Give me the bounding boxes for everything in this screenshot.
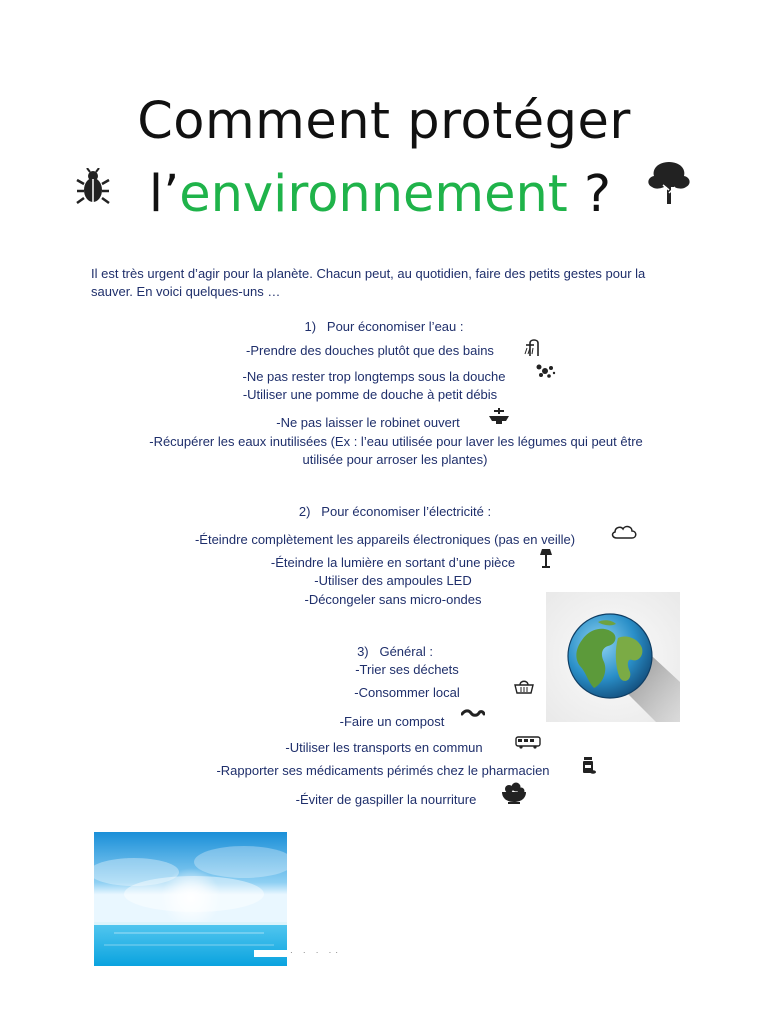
intro-paragraph: Il est très urgent d’agir pour la planète. Chacun peut, au quotidien, faire des petits gestes pour la sauver. En voici quelques-uns … — [91, 266, 646, 299]
medicine-bottle-icon — [582, 757, 596, 780]
section-3-item-6: -Éviter de gaspiller la nourriture — [295, 792, 477, 807]
title-suffix: ? — [567, 165, 612, 224]
section-1-item-4: -Ne pas laisser le robinet ouvert — [276, 415, 460, 430]
image-caption-dots: · · · ·· — [290, 948, 342, 957]
section-3-item-1: -Trier ses déchets — [355, 662, 459, 677]
basket-icon — [514, 680, 534, 699]
section-2-item-3: -Utiliser des ampoules LED — [314, 573, 472, 588]
page-title-line-2 — [0, 165, 768, 227]
sky-sea-image — [94, 832, 287, 966]
tree-icon — [646, 160, 692, 219]
title-accent-word: environnement — [179, 165, 568, 224]
section-3-item-2: -Consommer local — [354, 685, 460, 700]
floor-lamp-icon — [539, 548, 553, 573]
shower-icon — [524, 337, 544, 362]
worm-icon — [461, 706, 485, 724]
section-2-heading: 2) Pour économiser l’électricité : — [298, 504, 492, 519]
section-1-item-6: utilisée pour arroser les plantes) — [302, 452, 488, 467]
section-1-item-2: -Ne pas rester trop longtemps sous la douche — [242, 369, 506, 384]
cloud-icon — [610, 524, 638, 545]
section-2-item-2: -Éteindre la lumière en sortant d’une pièce — [270, 555, 516, 570]
section-3-item-3: -Faire un compost — [339, 714, 445, 729]
section-3-item-5: -Rapporter ses médicaments périmés chez le pharmacien — [216, 763, 550, 778]
section-2-item-4: -Décongeler sans micro-ondes — [304, 592, 482, 607]
section-3-item-4: -Utiliser les transports en commun — [285, 740, 483, 755]
sink-icon — [488, 407, 510, 430]
section-1-item-5: -Récupérer les eaux inutilisées (Ex : l’eau utilisée pour laver les légumes qui peut être — [149, 434, 643, 449]
image-caption-bar — [254, 950, 288, 957]
bus-icon — [515, 735, 541, 754]
title-prefix: l’ — [148, 165, 180, 224]
water-drops-icon — [534, 363, 556, 384]
bug-icon — [76, 160, 110, 219]
page-title-line-1: Comment protéger — [137, 92, 631, 151]
section-2-item-1: -Éteindre complètement les appareils électroniques (pas en veille) — [194, 532, 576, 547]
fruit-bowl-icon — [500, 781, 528, 810]
section-1-item-3: -Utiliser une pomme de douche à petit débis — [242, 387, 498, 402]
section-3-heading: 3) Général : — [357, 644, 433, 659]
section-1-heading: 1) Pour économiser l’eau : — [304, 319, 464, 334]
section-1-item-1: -Prendre des douches plutôt que des bains — [246, 343, 494, 358]
